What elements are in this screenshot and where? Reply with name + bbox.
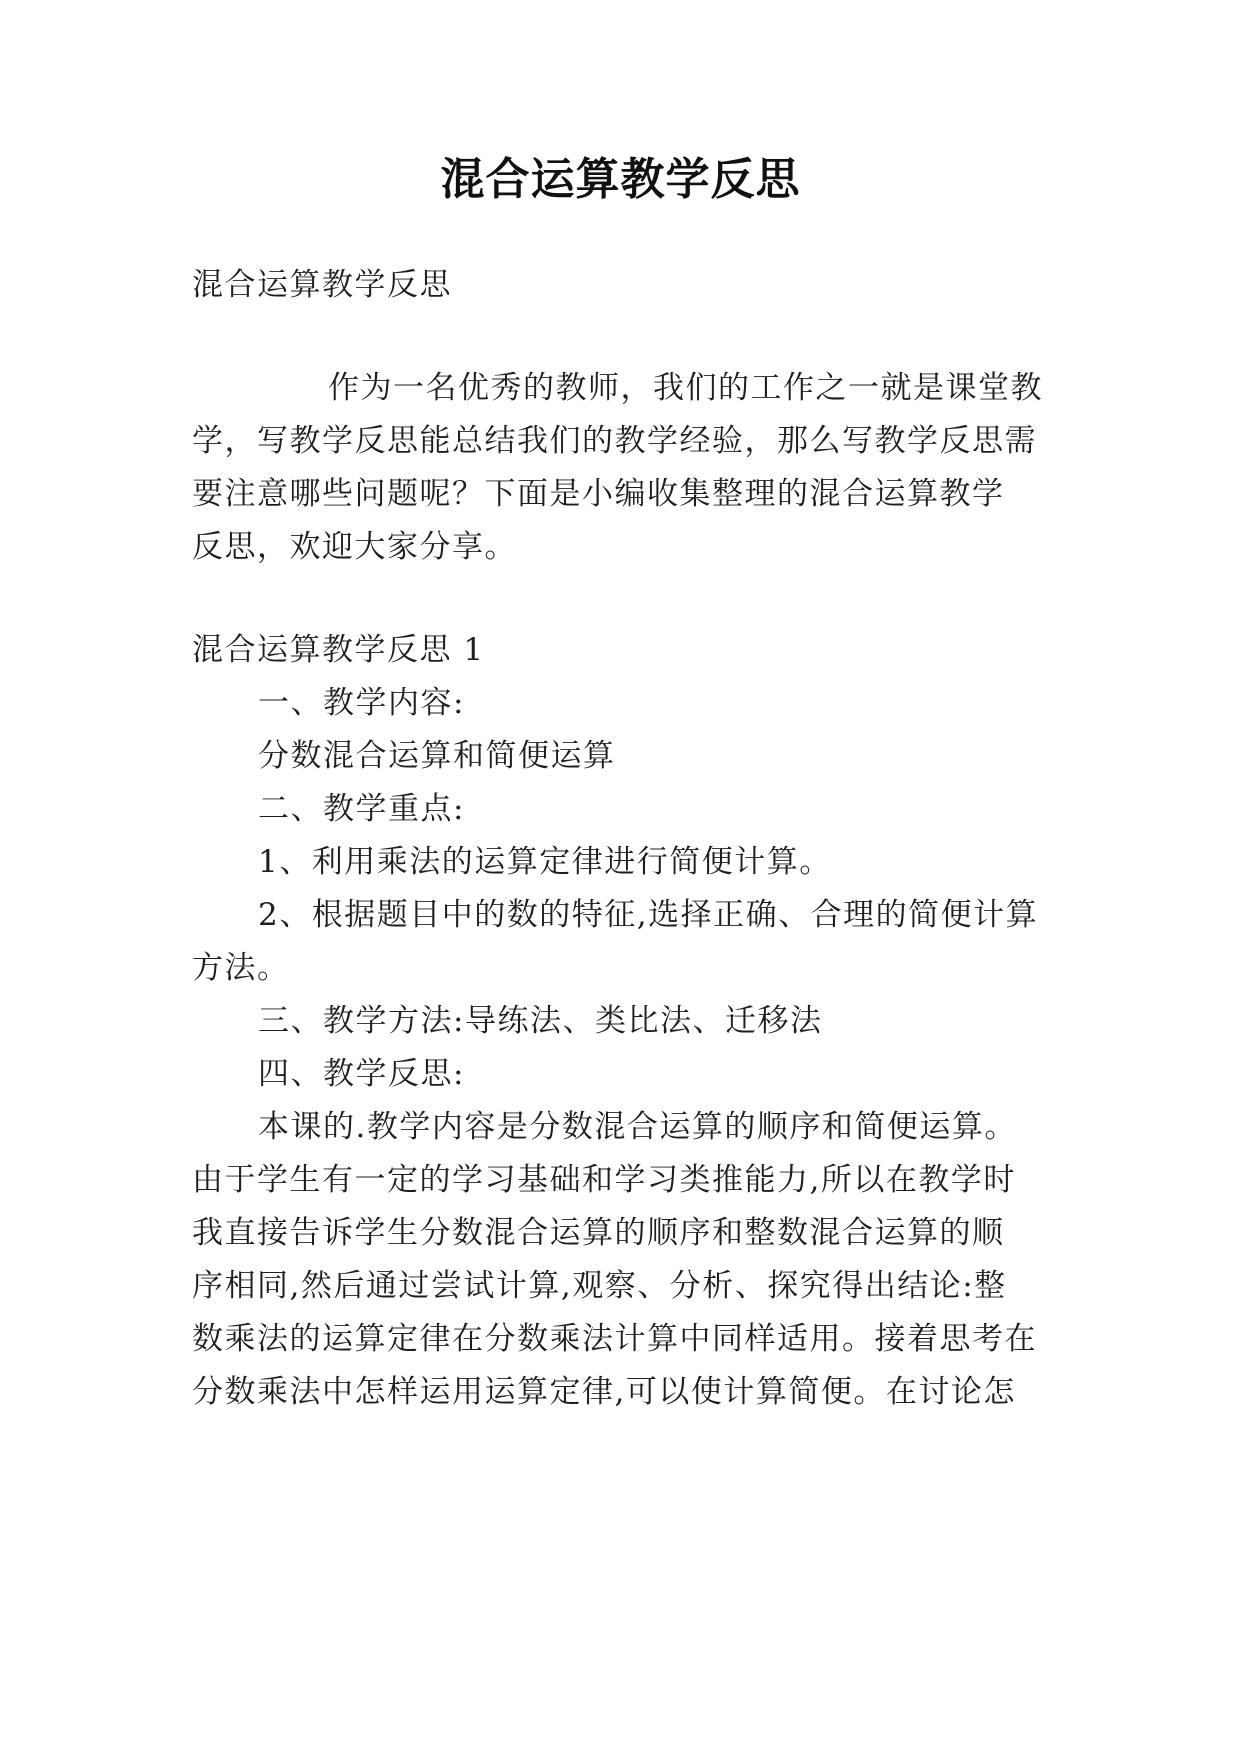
section-item: 1、利用乘法的运算定律进行简便计算。 [258, 844, 832, 880]
section-item: 四、教学反思: [258, 1056, 465, 1092]
section-heading: 混合运算教学反思 1 [192, 632, 485, 668]
section-item: 一、教学内容: [258, 685, 465, 721]
intro-line: 反思，欢迎大家分享。 [192, 529, 517, 565]
intro-line: 要注意哪些问题呢？下面是小编收集整理的混合运算教学 [192, 476, 1005, 512]
section-item: 分数混合运算和简便运算 [258, 738, 616, 774]
section-item: 二、教学重点: [258, 791, 465, 827]
body-line: 由于学生有一定的学习基础和学习类推能力,所以在教学时 [192, 1162, 1016, 1198]
section-item: 三、教学方法:导练法、类比法、迁移法 [258, 1003, 823, 1039]
section-item: 2、根据题目中的数的特征,选择正确、合理的简便计算 [258, 897, 1039, 933]
intro-line: 作为一名优秀的教师，我们的工作之一就是课堂教 [328, 370, 1043, 406]
body-line: 我直接告诉学生分数混合运算的顺序和整数混合运算的顺 [192, 1215, 1005, 1251]
subtitle: 混合运算教学反思 [192, 267, 452, 303]
body-line: 序相同,然后通过尝试计算,观察、分析、探究得出结论:整 [192, 1268, 1007, 1304]
body-line: 本课的.教学内容是分数混合运算的顺序和简便运算。 [258, 1109, 1017, 1145]
body-line: 分数乘法中怎样运用运算定律,可以使计算简便。在讨论怎 [192, 1374, 1016, 1410]
section-item: 方法。 [192, 950, 290, 986]
intro-line: 学，写教学反思能总结我们的教学经验，那么写教学反思需 [192, 423, 1037, 459]
document-title: 混合运算教学反思 [440, 154, 801, 205]
body-line: 数乘法的运算定律在分数乘法计算中同样适用。接着思考在 [192, 1321, 1037, 1357]
